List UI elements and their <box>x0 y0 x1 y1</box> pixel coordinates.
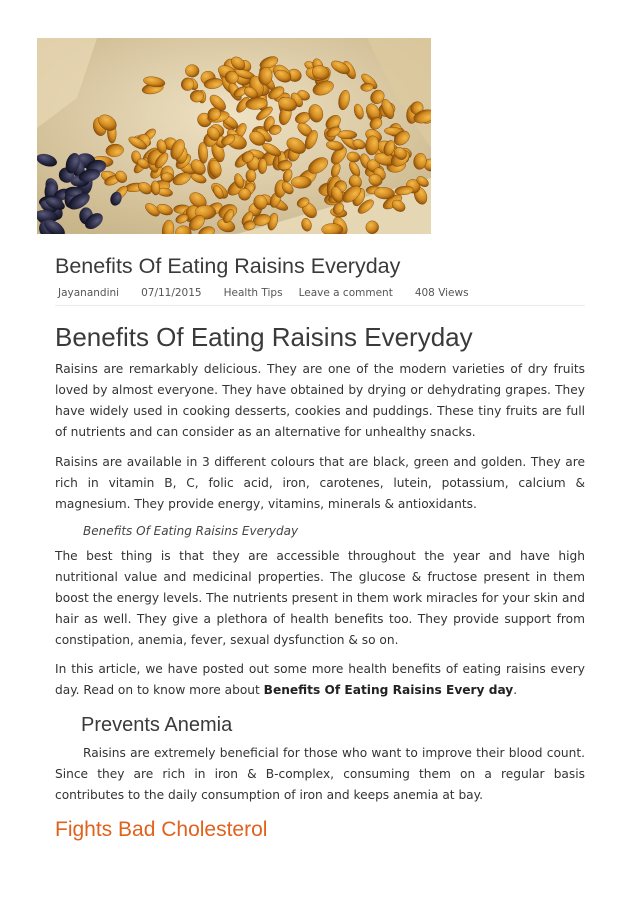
raisins-hero-image <box>37 38 431 234</box>
paragraph-benefits: The best thing is that they are accessible throughout the year and have high nutritional value and medicinal properties. The glucose & fructose present in them boost the energy levels. The nutrients present in them work miracles for your skin and hair as well. They give a plethora of health benefits too. They provide support from constipation, anemia, fever, sexual dysfunction & so on. <box>55 549 585 647</box>
p4-bold-text: Benefits Of Eating Raisins Every day <box>263 683 514 697</box>
meta-author[interactable]: Jayanandini <box>58 287 120 299</box>
golden-raisin <box>322 224 343 235</box>
p4-text-after: . <box>513 683 518 697</box>
post-title[interactable]: Benefits Of Eating Raisins Everyday <box>55 254 401 278</box>
meta-comment-link[interactable]: Leave a comment <box>298 287 393 299</box>
article-heading: Benefits Of Eating Raisins Everyday <box>55 322 473 352</box>
meta-date: 07/11/2015 <box>141 287 202 299</box>
meta-category[interactable]: Health Tips <box>223 287 283 299</box>
paragraph-intro: Raisins are remarkably delicious. They are one of the modern varieties of dry fruits loved by almost everyone. They have obtained by drying or dehydrating grapes. They have widely used in cooking desserts, cookies and puddings. These tiny fruits are full of nutrients and can consider as an alternative for unhealthy snacks. <box>55 362 585 439</box>
post-meta <box>55 287 585 306</box>
image-caption: Benefits Of Eating Raisins Everyday <box>83 524 299 538</box>
p4-text-before: In this article, we have posted out some more health benefits of eating raisins every day. Read on to know more about <box>55 662 585 697</box>
section-heading-anemia: Prevents Anemia <box>81 714 233 736</box>
section-heading-cholesterol: Fights Bad Cholesterol <box>55 818 268 841</box>
paragraph-article-intro <box>55 659 585 701</box>
golden-raisin <box>246 169 256 182</box>
paragraph-colours: Raisins are available in 3 different colours that are black, green and golden. They are rich in vitamin B, C, folic acid, iron, carotenes, lutein, potassium, calcium & magnesium. They provide energy, vitamins, minerals & antioxidants. <box>55 455 585 511</box>
golden-raisin <box>291 176 311 188</box>
raisins-photo <box>37 38 431 234</box>
meta-views: 408 Views <box>414 287 469 299</box>
paragraph-anemia: Raisins are extremely beneficial for those who want to improve their blood count. Since they are rich in iron & B-complex, consuming them on a regular basis contributes to the daily consumption of iron and keeps anemia at bay. <box>55 746 585 802</box>
